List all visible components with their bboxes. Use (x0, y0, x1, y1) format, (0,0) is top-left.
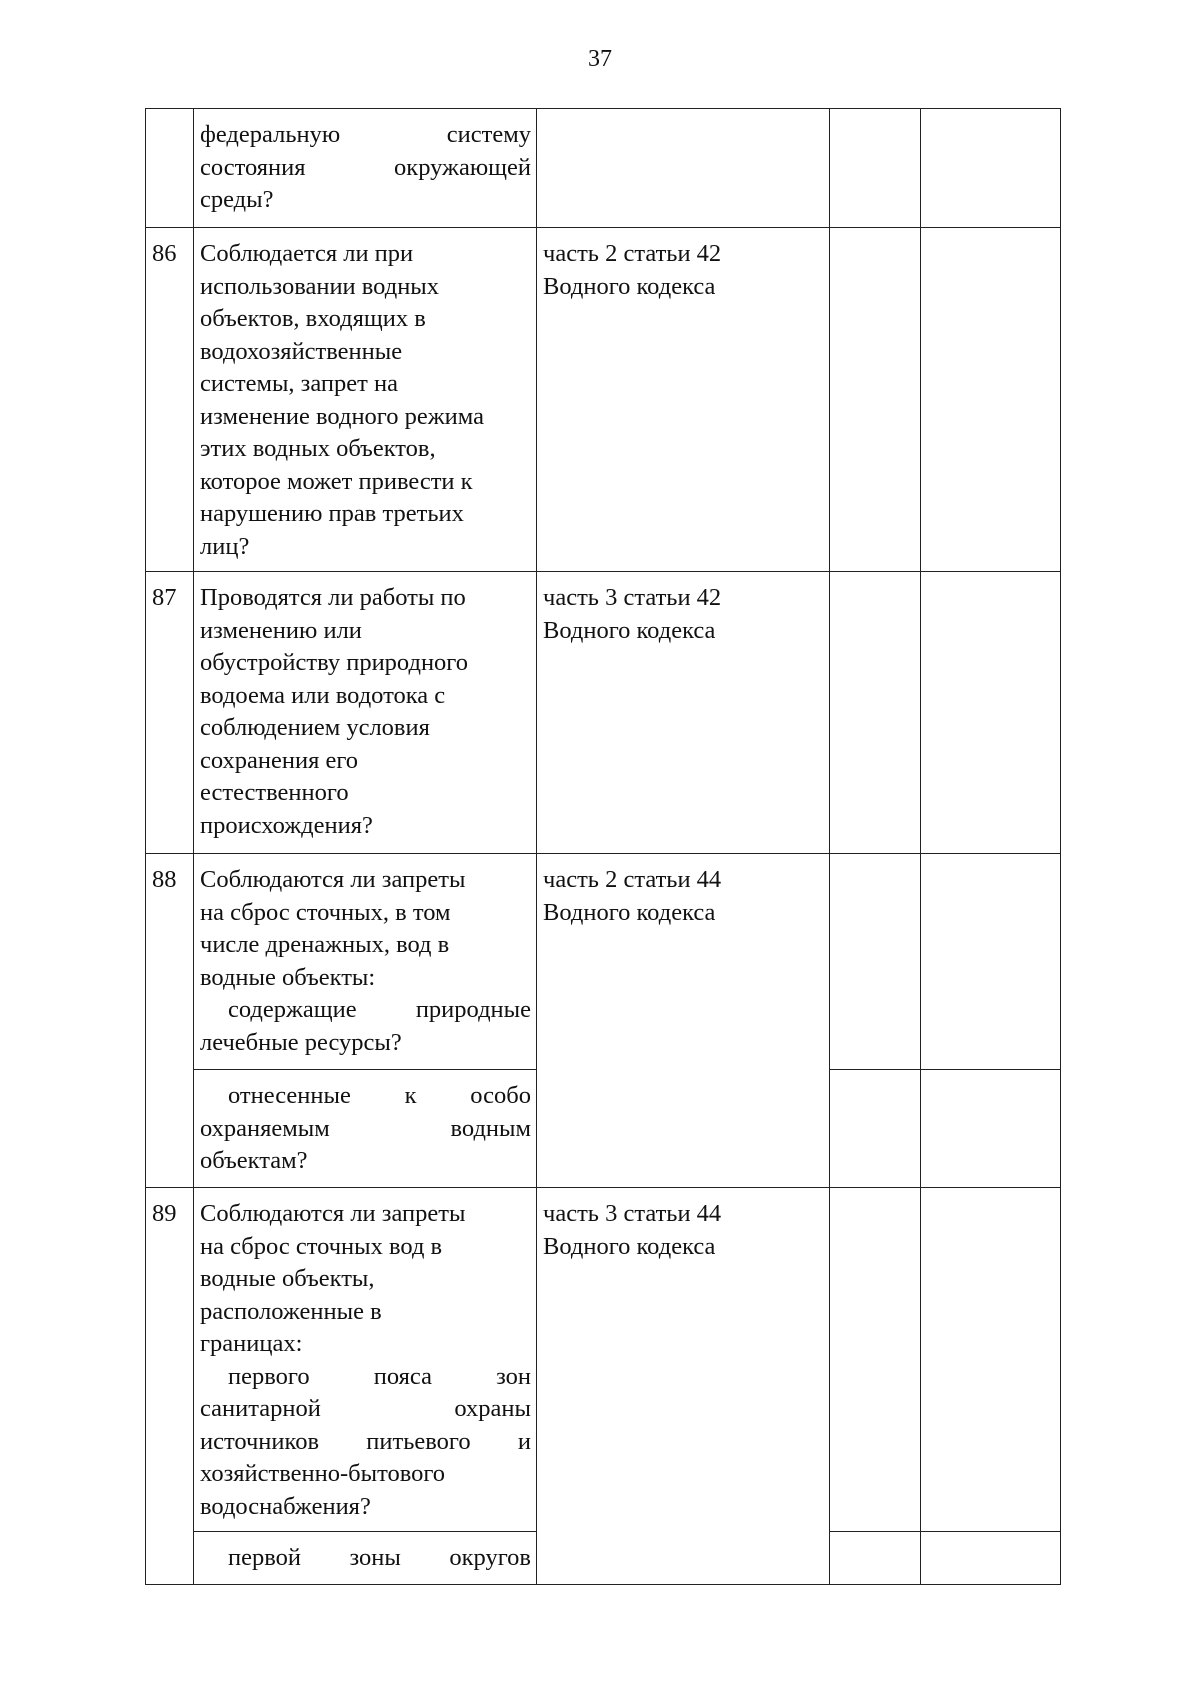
row-number: 89 (146, 1188, 194, 1585)
answer-cell (830, 1188, 921, 1532)
table-row (146, 854, 1061, 1070)
question-line: охраняемым водным (200, 1114, 531, 1142)
legal-reference: часть 2 статьи 42 Водного кодекса (537, 228, 830, 572)
question-line: первой зоны округов (228, 1544, 531, 1571)
table-row (146, 228, 1061, 572)
question-cell (194, 1070, 537, 1188)
row-number: 87 (146, 572, 194, 854)
page-number: 37 (588, 46, 612, 72)
question-cell: Проводятся ли работы по изменению или обустройству природного водоема или водотока с соблюдением условия сохранения его естественного происхождения? (194, 572, 537, 854)
question-line: отнесенные к особо (228, 1082, 531, 1109)
question-text: Соблюдаются ли запреты на сброс сточных вод в водные объекты, расположенные в границах: (200, 1200, 466, 1357)
table-row (146, 109, 1061, 228)
question-cell (194, 1188, 537, 1532)
note-cell (921, 572, 1061, 854)
question-line: состояния окружающей (200, 153, 531, 181)
row-number (146, 109, 194, 228)
answer-cell (830, 572, 921, 854)
question-cell (194, 854, 537, 1070)
question-line: первого пояса зон (228, 1362, 531, 1390)
row-number: 86 (146, 228, 194, 572)
question-line: объектам? (200, 1147, 308, 1174)
answer-cell (830, 1070, 921, 1188)
note-cell (921, 854, 1061, 1070)
question-line: хозяйственно-бытового (200, 1460, 446, 1487)
checklist-table (145, 108, 1061, 1585)
question-cell (194, 109, 537, 228)
question-text: Соблюдаются ли запреты на сброс сточных, в том числе дренажных, вод в водные объекты: (200, 866, 466, 991)
legal-reference: часть 3 статьи 42 Водного кодекса (537, 572, 830, 854)
note-cell (921, 109, 1061, 228)
answer-cell (830, 228, 921, 572)
table-row (146, 1188, 1061, 1532)
table-row (146, 572, 1061, 854)
legal-reference (537, 109, 830, 228)
answer-cell (830, 1532, 921, 1585)
question-line: лечебные ресурсы? (200, 1028, 402, 1056)
question-cell (194, 1532, 537, 1585)
question-line: среды? (200, 186, 274, 213)
note-cell (921, 1070, 1061, 1188)
legal-reference: часть 2 статьи 44 Водного кодекса (537, 854, 830, 1188)
question-line: водоснабжения? (200, 1492, 371, 1520)
question-line: федеральную систему (200, 121, 531, 148)
question-line: содержащие природные (228, 996, 531, 1023)
note-cell (921, 1532, 1061, 1585)
answer-cell (830, 109, 921, 228)
row-number: 88 (146, 854, 194, 1188)
note-cell (921, 228, 1061, 572)
answer-cell (830, 854, 921, 1070)
question-cell: Соблюдается ли при использовании водных объектов, входящих в водохозяйственные системы, запрет на изменение водного режима этих водных объектов, которое может привести к нарушению прав третьих лиц? (194, 228, 537, 572)
question-line: источников питьевого и (200, 1427, 531, 1455)
question-line: санитарной охраны (200, 1395, 531, 1422)
note-cell (921, 1188, 1061, 1532)
legal-reference: часть 3 статьи 44 Водного кодекса (537, 1188, 830, 1585)
